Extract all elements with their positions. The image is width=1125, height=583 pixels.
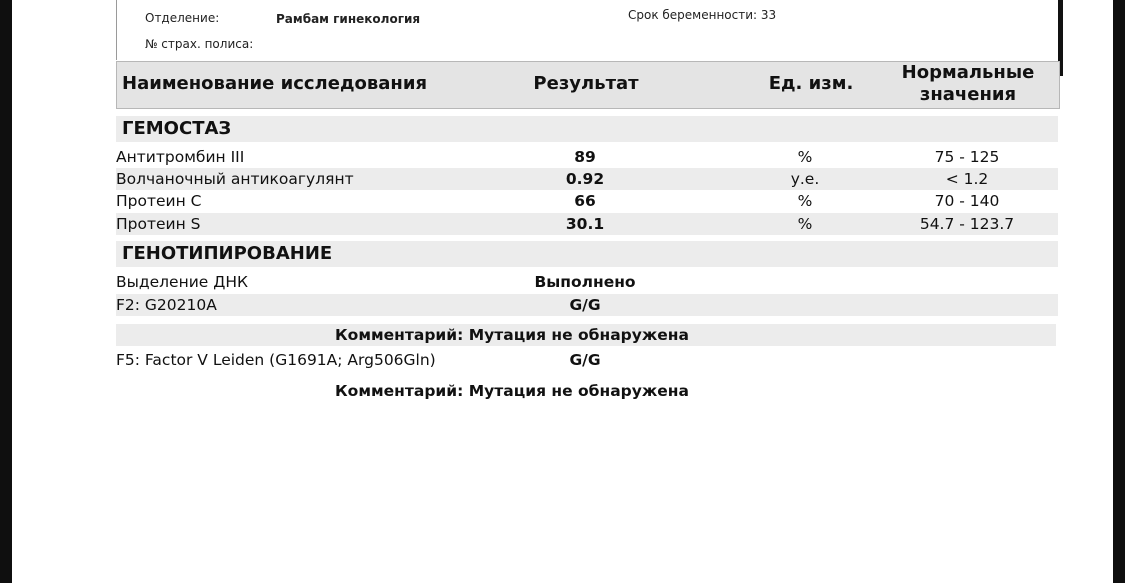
section-title: ГЕНОТИПИРОВАНИЕ (122, 243, 333, 264)
column-norm-header-line1: Нормальные (901, 62, 1035, 83)
column-unit-header: Ед. изм. (768, 73, 854, 94)
table-row (116, 146, 1058, 168)
section-hemostasis (116, 116, 1058, 142)
test-result: G/G (569, 351, 601, 369)
test-unit: % (797, 192, 813, 210)
column-name-header: Наименование исследования (122, 73, 427, 94)
table-row (116, 190, 1058, 212)
test-unit: % (797, 148, 813, 166)
test-unit: % (797, 215, 813, 233)
table-row (116, 213, 1058, 235)
table-row (116, 271, 1058, 293)
comment-row (116, 324, 1056, 346)
test-norm: 70 - 140 (934, 192, 1000, 210)
test-name: Антитромбин III (116, 148, 245, 166)
patient-header-frame (116, 0, 1062, 60)
insurance-label: № страх. полиса: (145, 37, 254, 51)
column-result-header: Результат (533, 73, 639, 94)
comment-text: Комментарий: Мутация не обнаружена (335, 326, 689, 344)
test-result: G/G (569, 296, 601, 314)
pregnancy-term: Срок беременности: 33 (628, 8, 777, 22)
test-name: Протеин S (116, 215, 201, 233)
section-genotyping (116, 241, 1058, 267)
test-norm: 54.7 - 123.7 (919, 215, 1015, 233)
column-norm-header-line2: значения (919, 84, 1017, 105)
comment-row (116, 380, 1056, 402)
table-row (116, 349, 1058, 371)
test-result: 30.1 (565, 215, 605, 233)
test-name: Выделение ДНК (116, 273, 249, 291)
test-result: 66 (574, 192, 596, 210)
test-result: 0.92 (565, 170, 605, 188)
department-value: Рамбам гинекология (276, 12, 421, 26)
lab-report-page (12, 0, 1113, 583)
table-row (116, 294, 1058, 316)
table-row (116, 168, 1058, 190)
test-name: Протеин С (116, 192, 202, 210)
test-result: 89 (574, 148, 596, 166)
test-name: F5: Factor V Leiden (G1691A; Arg506Gln) (116, 351, 436, 369)
section-title: ГЕМОСТАЗ (122, 118, 232, 139)
comment-text: Комментарий: Мутация не обнаружена (335, 382, 689, 400)
department-label: Отделение: (145, 11, 220, 25)
test-name: F2: G20210A (116, 296, 217, 314)
test-result: Выполнено (534, 273, 636, 291)
test-name: Волчаночный антикоагулянт (116, 170, 354, 188)
table-column-header (116, 61, 1060, 109)
test-norm: 75 - 125 (934, 148, 1000, 166)
test-unit: у.е. (790, 170, 820, 188)
test-norm: < 1.2 (945, 170, 989, 188)
